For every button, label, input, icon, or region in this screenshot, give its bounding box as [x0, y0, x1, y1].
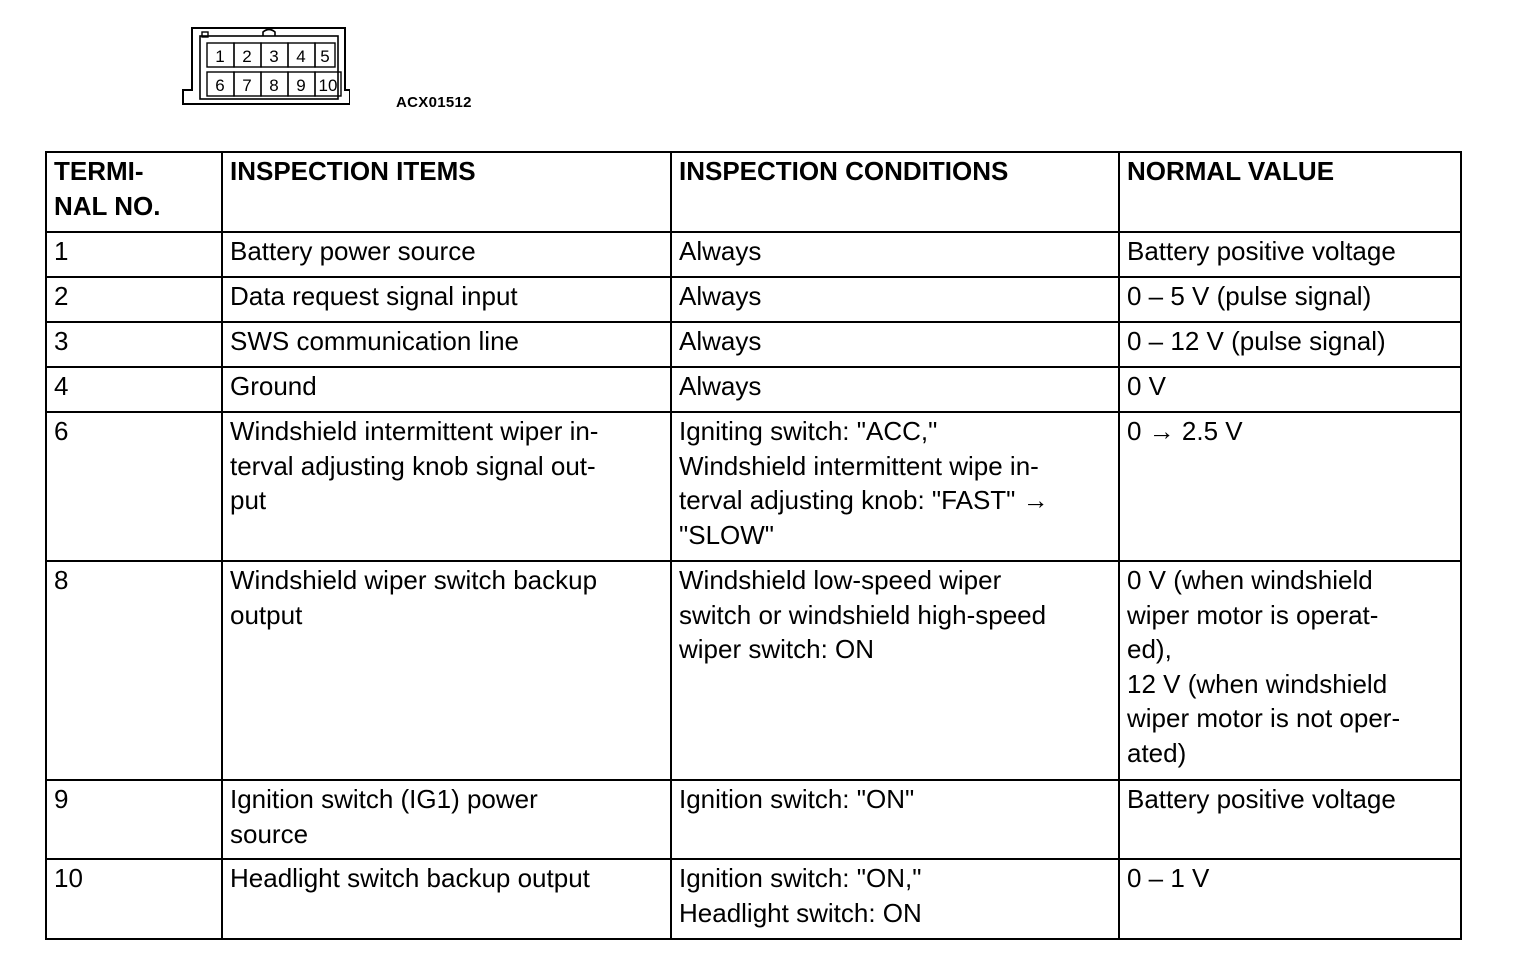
pin-7: 7 — [242, 76, 252, 95]
terminal-cell: 2 — [46, 277, 222, 322]
value-cell: 0 – 12 V (pulse signal) — [1119, 322, 1461, 367]
item-cell: Data request signal input — [222, 277, 671, 322]
inspection-table — [45, 151, 1462, 940]
connector-diagram — [180, 24, 350, 110]
table-row — [46, 277, 1461, 322]
value-cell: 0 – 1 V — [1119, 859, 1461, 939]
condition-cell: Igniting switch: "ACC," Windshield intermittent wipe in- terval adjusting knob: "FAST" → "SLOW" — [671, 412, 1119, 561]
pin-row-top — [207, 43, 335, 67]
terminal-cell: 9 — [46, 780, 222, 859]
value-cell: 0 V — [1119, 367, 1461, 412]
value-cell: 0 – 5 V (pulse signal) — [1119, 277, 1461, 322]
table-row — [46, 561, 1461, 780]
pin-9: 9 — [296, 76, 306, 95]
terminal-cell: 4 — [46, 367, 222, 412]
value-cell: 0 V (when windshield wiper motor is operat- ed), 12 V (when windshield wiper motor is not oper- ated) — [1119, 561, 1461, 780]
pin-4: 4 — [296, 47, 306, 66]
table-header-row — [46, 152, 1461, 232]
header-inspection-conditions: INSPECTION CONDITIONS — [671, 152, 1119, 232]
pin-row-bottom — [207, 72, 341, 96]
terminal-cell: 8 — [46, 561, 222, 780]
condition-cell: Always — [671, 277, 1119, 322]
item-cell: Windshield wiper switch backup output — [222, 561, 671, 780]
pin-5: 5 — [320, 47, 330, 66]
pin-6: 6 — [215, 76, 225, 95]
item-cell: Battery power source — [222, 232, 671, 277]
terminal-cell: 10 — [46, 859, 222, 939]
condition-cell: Ignition switch: "ON" — [671, 780, 1119, 859]
table-row — [46, 322, 1461, 367]
table-row — [46, 859, 1461, 939]
item-cell: SWS communication line — [222, 322, 671, 367]
terminal-cell: 1 — [46, 232, 222, 277]
pin-10: 10 — [318, 76, 338, 95]
table-row — [46, 232, 1461, 277]
header-terminal-no: TERMI- NAL NO. — [46, 152, 222, 232]
connector-code: ACX01512 — [396, 94, 472, 111]
condition-cell: Always — [671, 367, 1119, 412]
condition-cell: Windshield low-speed wiper switch or windshield high-speed wiper switch: ON — [671, 561, 1119, 780]
table-row — [46, 412, 1461, 561]
condition-cell: Always — [671, 232, 1119, 277]
item-cell: Windshield intermittent wiper in- terval adjusting knob signal out- put — [222, 412, 671, 561]
condition-cell: Always — [671, 322, 1119, 367]
connector-latch — [263, 30, 275, 37]
item-cell: Ignition switch (IG1) power source — [222, 780, 671, 859]
header-inspection-items: INSPECTION ITEMS — [222, 152, 671, 232]
header-normal-value: NORMAL VALUE — [1119, 152, 1461, 232]
value-cell: Battery positive voltage — [1119, 232, 1461, 277]
pin-3: 3 — [269, 47, 279, 66]
item-cell: Ground — [222, 367, 671, 412]
value-cell: 0 → 2.5 V — [1119, 412, 1461, 561]
value-cell: Battery positive voltage — [1119, 780, 1461, 859]
terminal-cell: 3 — [46, 322, 222, 367]
condition-cell: Ignition switch: "ON," Headlight switch: ON — [671, 859, 1119, 939]
table-row — [46, 780, 1461, 859]
terminal-cell: 6 — [46, 412, 222, 561]
pin-2: 2 — [242, 47, 252, 66]
pin-8: 8 — [269, 76, 279, 95]
table-row — [46, 367, 1461, 412]
pin-1: 1 — [215, 47, 225, 66]
item-cell: Headlight switch backup output — [222, 859, 671, 939]
